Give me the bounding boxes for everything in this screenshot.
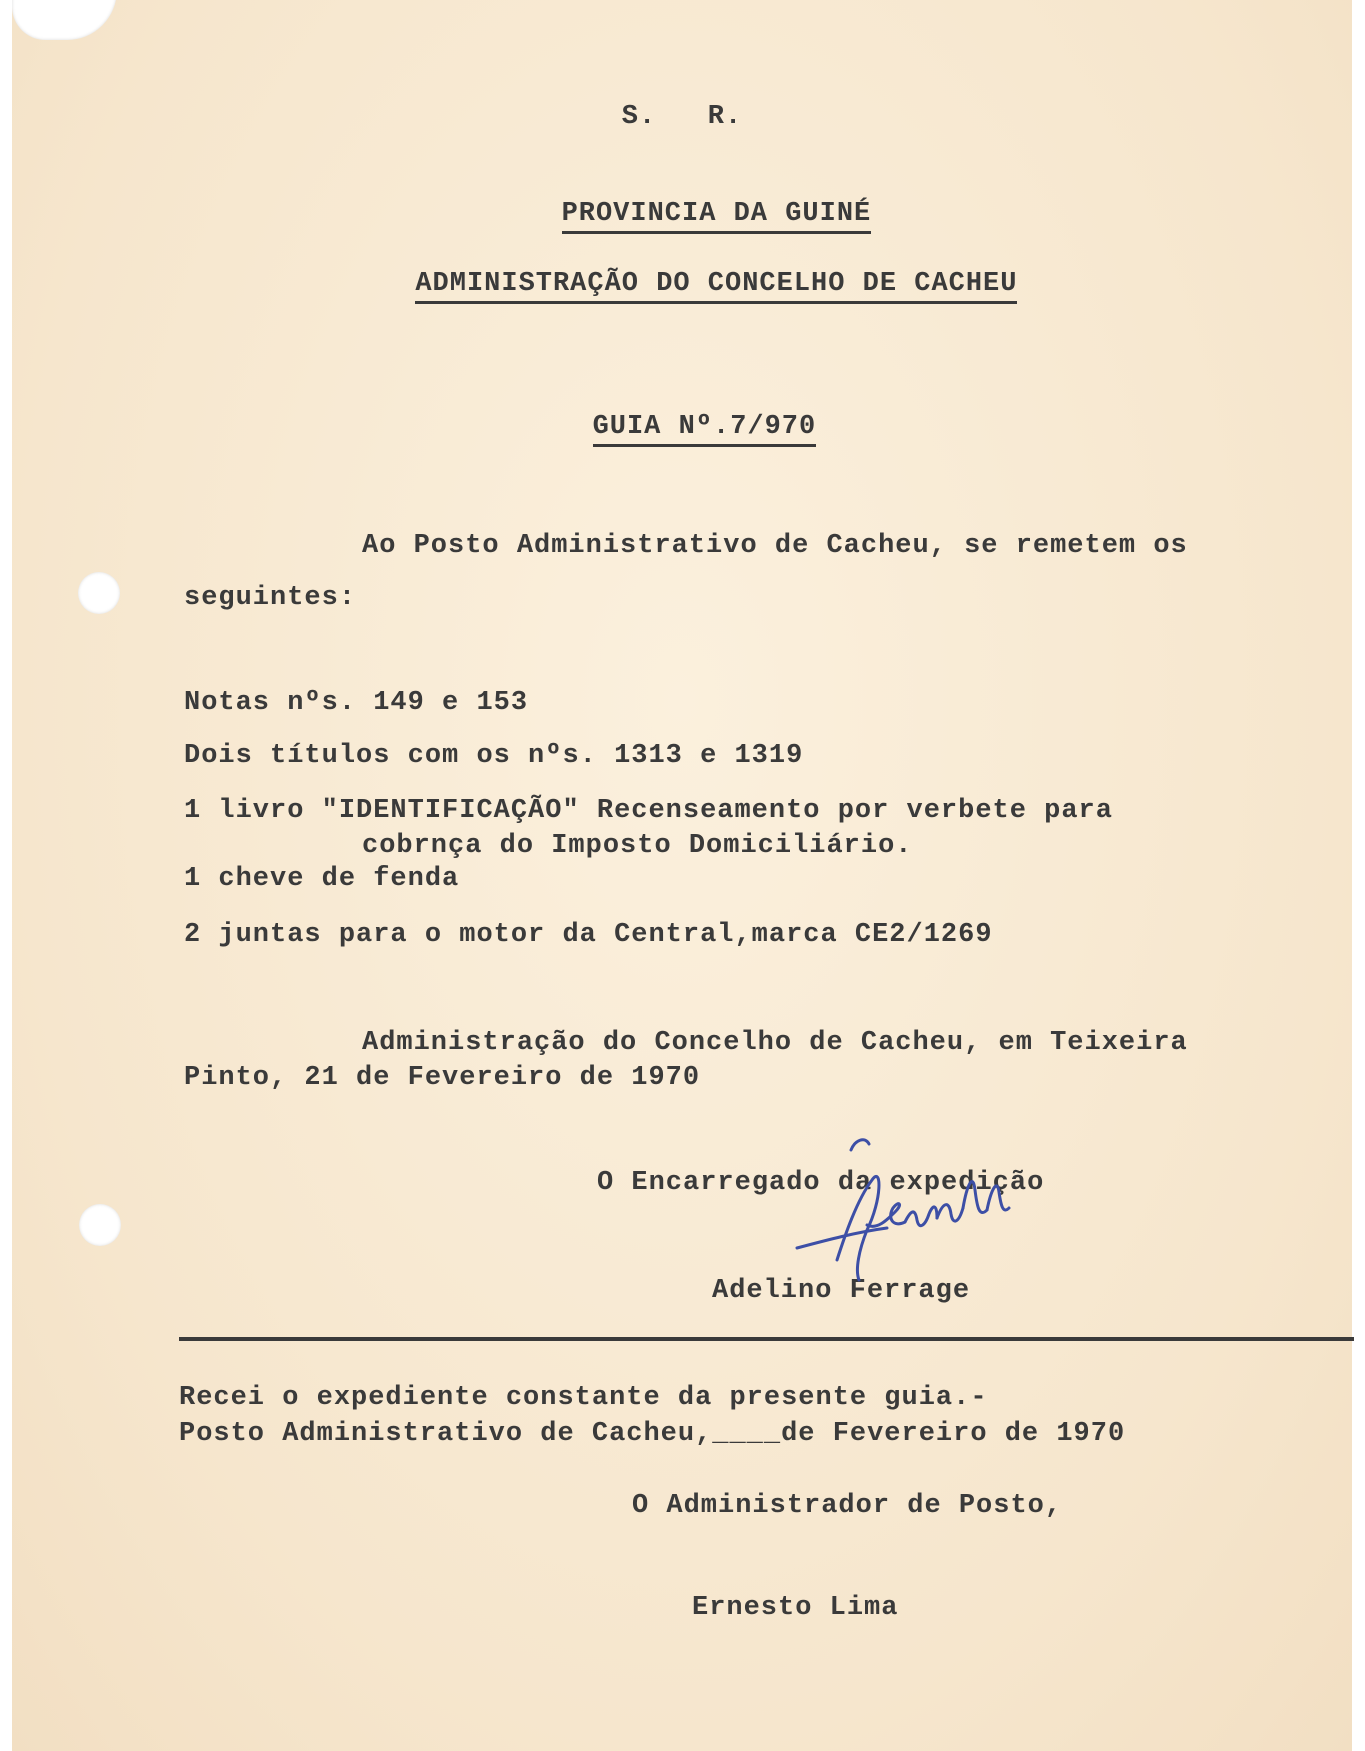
handwritten-signature bbox=[787, 1130, 1017, 1300]
administration-title: ADMINISTRAÇÃO DO CONCELHO DE CACHEU bbox=[415, 269, 1017, 304]
list-item: 2 juntas para o motor da Central,marca CE2/1269 bbox=[184, 920, 993, 950]
list-item: Dois títulos com os nºs. 1313 e 1319 bbox=[184, 741, 804, 771]
header-province bbox=[12, 174, 1352, 255]
receipt-name: Ernesto Lima bbox=[692, 1593, 899, 1623]
place-date-line-1: Administração do Concelho de Cacheu, em Teixeira bbox=[362, 1028, 1188, 1058]
guide-number-title: GUIA Nº.7/970 bbox=[593, 412, 817, 447]
province-title: PROVINCIA DA GUINÉ bbox=[562, 199, 872, 234]
punch-hole-top-corner bbox=[12, 0, 117, 40]
receipt-role: O Administrador de Posto, bbox=[632, 1491, 1063, 1521]
intro-line-1: Ao Posto Administrativo de Cacheu, se remetem os bbox=[362, 531, 1188, 561]
header-administration bbox=[12, 244, 1352, 325]
punch-hole-upper bbox=[78, 572, 120, 614]
place-date-line-2: Pinto, 21 de Fevereiro de 1970 bbox=[184, 1063, 701, 1093]
signatory-name: Adelino Ferrage bbox=[712, 1276, 971, 1306]
list-item: Notas nºs. 149 e 153 bbox=[184, 688, 529, 718]
punch-hole-lower bbox=[79, 1204, 121, 1246]
receipt-line-1: Recei o expediente constante da presente guia.- bbox=[179, 1383, 988, 1413]
separator-line bbox=[179, 1337, 1354, 1341]
signatory-role: O Encarregado da expedição bbox=[597, 1168, 1045, 1198]
document-page bbox=[12, 0, 1352, 1751]
header-guide-number bbox=[0, 387, 1340, 468]
list-item: 1 cheve de fenda bbox=[184, 864, 460, 894]
list-item-continuation: cobrnça do Imposto Domiciliário. bbox=[362, 831, 913, 861]
receipt-line-2: Posto Administrativo de Cacheu,____de Fevereiro de 1970 bbox=[179, 1419, 1126, 1449]
intro-line-2: seguintes: bbox=[184, 583, 357, 613]
header-sr: S. R. bbox=[621, 102, 743, 132]
list-item: 1 livro "IDENTIFICAÇÃO" Recenseamento por verbete para bbox=[184, 796, 1113, 826]
